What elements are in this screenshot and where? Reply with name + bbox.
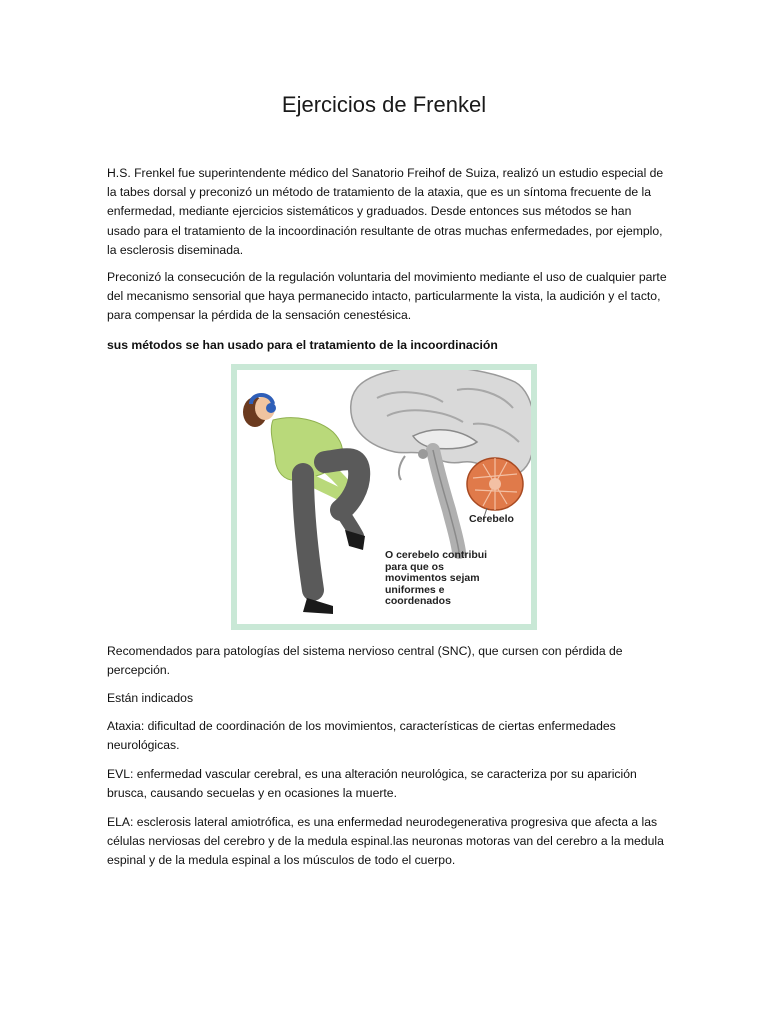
intro-paragraph: H.S. Frenkel fue superintendente médico del Sanatorio Freihof de Suiza, realizó un estudio especial de la tabes dorsal y preconizó un método de tratamiento de la ataxia, que es un síntoma frecuente de la enfermedad, mediante ejercicios sistemáticos y graduados. Desde entonces sus métodos se han usado para el tratamiento de la incoordinación resultante de otras muchas enfermedades, por ejemplo, la esclerosis diseminada. [107, 166, 664, 257]
figure-heading: sus métodos se han usado para el tratamiento de la incoordinación [107, 338, 498, 352]
cerebellum-figure [231, 364, 537, 630]
woman-figure [243, 395, 365, 614]
evl-paragraph: EVL: enfermedad vascular cerebral, es una alteración neurológica, se caracteriza por su aparición brusca, causando secuelas y en ocasiones la muerte. [107, 767, 637, 801]
ela-paragraph: ELA: esclerosis lateral amiotrófica, es una enfermedad neurodegenerativa progresiva que afecta a las células nerviosas del cerebro y de la medula espinal.las neuronas motoras van del cerebro a la medula espinal y de la medula espinal a los músculos de todo el cuerpo. [107, 815, 664, 868]
method-paragraph: Preconizó la consecución de la regulación voluntaria del movimiento mediante el uso de cualquier parte del mecanismo sensorial que haya permanecido intacto, particularmente la vista, la audición y el tacto, para compensar la pérdida de la sensación cenestésica. [107, 270, 667, 323]
ataxia-paragraph: Ataxia: dificultad de coordinación de los movimientos, características de ciertas enfermedades neurológicas. [107, 719, 616, 753]
cerebelo-label: Cerebelo [469, 513, 514, 525]
recommended-paragraph: Recomendados para patologías del sistema nervioso central (SNC), que cursen con pérdida de percepción. [107, 644, 623, 678]
figure-caption: O cerebelo contribui para que os movimentos sejam uniformes e coordenados [385, 549, 488, 607]
cerebellum-illustration [467, 458, 523, 520]
indicated-heading: Están indicados [107, 691, 194, 705]
figure-canvas [237, 370, 531, 624]
page-title: Ejercicios de Frenkel [281, 92, 487, 117]
